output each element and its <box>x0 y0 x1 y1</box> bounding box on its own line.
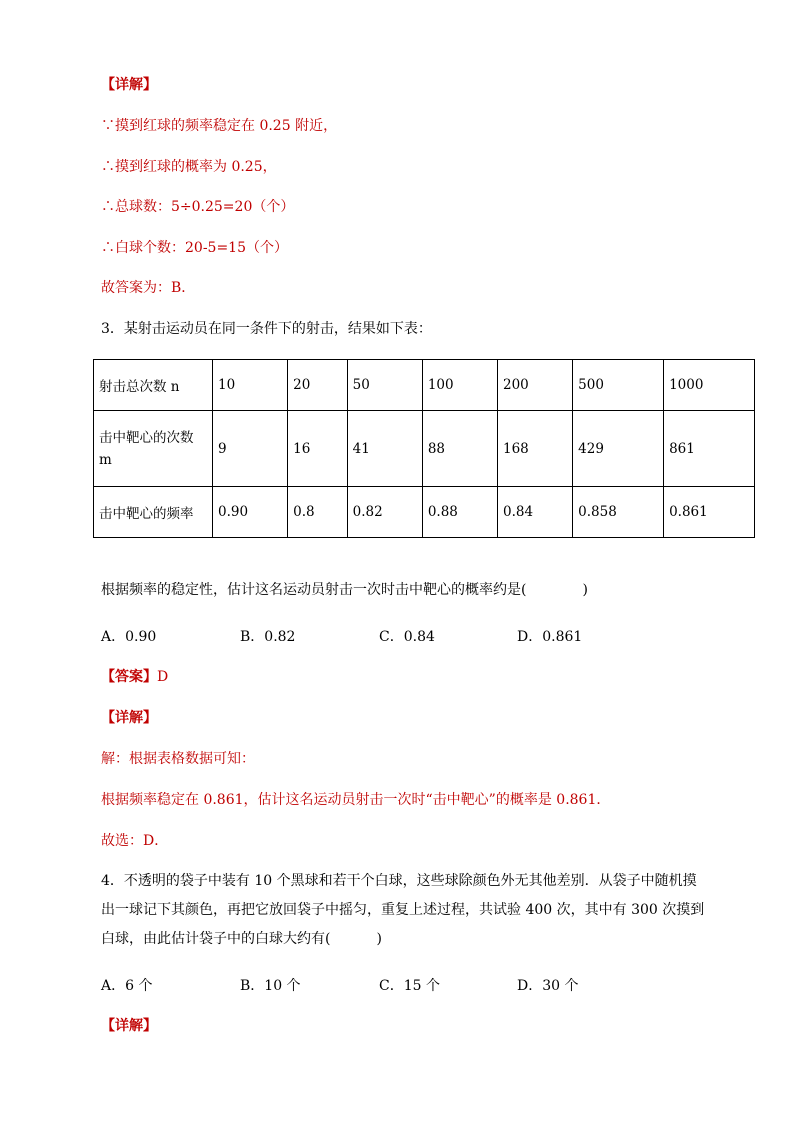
table-cell: 0.8 <box>288 487 347 538</box>
question-4-text: 白球，由此估计袋子中的白球大约有( <box>101 931 331 947</box>
solution-line-1: ∵摸到红球的频率稳定在 0.25 附近， <box>101 118 338 134</box>
q4-option-d: D．30 个 <box>517 978 579 994</box>
table-cell: 10 <box>213 360 288 411</box>
answer-label: 【答案】 <box>101 669 157 685</box>
q3-option-b: B．0.82 <box>240 629 296 645</box>
question-3-text: 根据频率的稳定性，估计这名运动员射击一次时击中靶心的概率约是( <box>101 582 527 598</box>
table-cell: 1000 <box>664 360 755 411</box>
table-cell: 200 <box>497 360 572 411</box>
table-cell: 861 <box>664 411 755 487</box>
q4-option-b: B．10 个 <box>240 978 301 994</box>
q3-answer <box>101 667 168 687</box>
table-row <box>94 411 755 487</box>
question-4-close: ) <box>376 931 382 947</box>
table-cell: 500 <box>573 360 664 411</box>
table-cell: 88 <box>422 411 497 487</box>
table-cell: 100 <box>422 360 497 411</box>
q3-detail-line-3: 故选：D． <box>101 833 169 849</box>
q3-option-d: D．0.861 <box>517 629 583 645</box>
table-row-label: 击中靶心的次数 m <box>94 411 213 487</box>
table-cell: 41 <box>347 411 422 487</box>
table-cell: 0.84 <box>497 487 572 538</box>
table-cell: 16 <box>288 411 347 487</box>
table-cell: 9 <box>213 411 288 487</box>
q4-option-c: C．15 个 <box>379 978 440 994</box>
question-4-stem-line-2: 出一球记下其颜色，再把它放回袋子中摇匀，重复上述过程，共试验 400 次，其中有 300 次摸到 <box>101 902 705 918</box>
table-row-label: 射击总次数 n <box>94 360 213 411</box>
detail-heading-2: 【详解】 <box>101 710 157 726</box>
table-row <box>94 487 755 538</box>
q3-option-c: C．0.84 <box>379 629 435 645</box>
answer-line-1: 故答案为：B． <box>101 280 196 296</box>
table-cell: 20 <box>288 360 347 411</box>
table-cell: 429 <box>573 411 664 487</box>
table-cell: 0.88 <box>422 487 497 538</box>
answer-value: D <box>157 669 169 685</box>
detail-heading-3: 【详解】 <box>101 1018 157 1034</box>
question-4-stem-line-1: 4．不透明的袋子中装有 10 个黑球和若干个白球，这些球除颜色外无其他差别．从袋子中随机摸 <box>101 873 697 889</box>
table-row-label: 击中靶心的频率 <box>94 487 213 538</box>
table-row <box>94 360 755 411</box>
detail-heading-1: 【详解】 <box>101 77 157 93</box>
solution-line-3: ∴总球数：5÷0.25=20（个） <box>101 199 295 215</box>
table-cell: 0.861 <box>664 487 755 538</box>
q3-option-a: A．0.90 <box>101 629 157 645</box>
shooting-results-table <box>93 359 755 538</box>
question-3-close: ) <box>582 582 588 598</box>
q3-detail-line-2: 根据频率稳定在 0.861，估计这名运动员射击一次时“击中靶心”的概率是 0.861． <box>101 792 611 808</box>
solution-line-4: ∴白球个数：20-5=15（个） <box>101 240 288 256</box>
table-cell: 168 <box>497 411 572 487</box>
q3-detail-line-1: 解：根据表格数据可知： <box>101 751 255 767</box>
q4-option-a: A．6 个 <box>101 978 153 994</box>
solution-line-2: ∴摸到红球的概率为 0.25， <box>101 159 277 175</box>
table-cell: 0.90 <box>213 487 288 538</box>
table-cell: 50 <box>347 360 422 411</box>
table-cell: 0.82 <box>347 487 422 538</box>
question-3-stem: 3．某射击运动员在同一条件下的射击，结果如下表： <box>101 321 432 337</box>
question-3-prompt <box>101 580 588 600</box>
table-cell: 0.858 <box>573 487 664 538</box>
question-4-stem-line-3 <box>101 929 382 949</box>
